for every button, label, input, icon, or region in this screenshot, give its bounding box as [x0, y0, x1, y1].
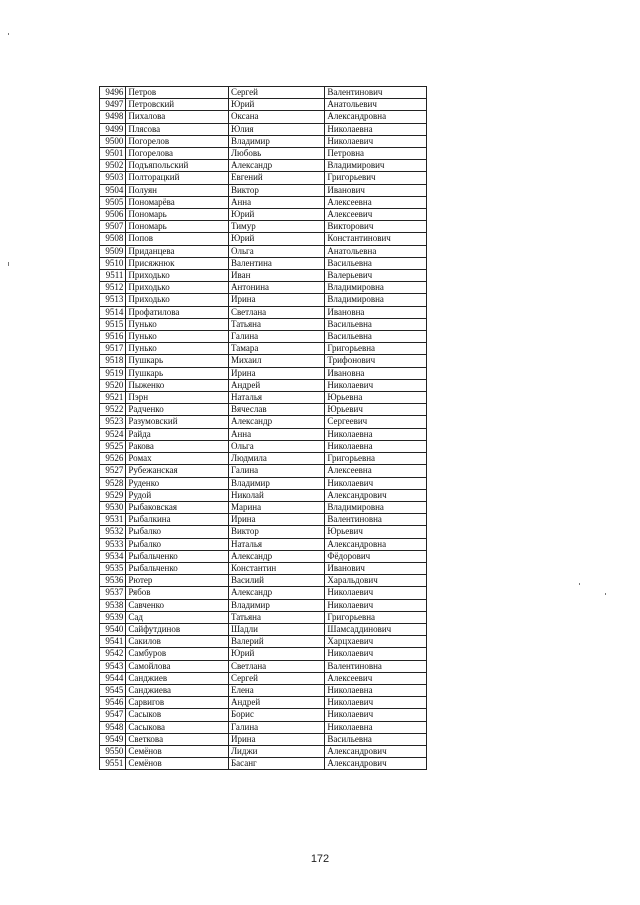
- surname-cell: Пономарь: [126, 209, 229, 221]
- table-row: [100, 184, 427, 196]
- scan-speck: [8, 262, 9, 266]
- surname-cell: Семёнов: [126, 758, 229, 770]
- table-row: [100, 575, 427, 587]
- row-number: 9528: [100, 477, 126, 489]
- first-name-cell: Наталья: [228, 538, 324, 550]
- patronymic-cell: Ивановна: [325, 367, 427, 379]
- surname-cell: Сакилов: [126, 636, 229, 648]
- table-row: [100, 550, 427, 562]
- first-name-cell: Галина: [228, 331, 324, 343]
- surname-cell: Сайфутдинов: [126, 623, 229, 635]
- patronymic-cell: Николаевич: [325, 135, 427, 147]
- first-name-cell: Светлана: [228, 306, 324, 318]
- first-name-cell: Любовь: [228, 148, 324, 160]
- patronymic-cell: Юрьевич: [325, 404, 427, 416]
- first-name-cell: Юрий: [228, 648, 324, 660]
- patronymic-cell: Александрович: [325, 758, 427, 770]
- table-row: [100, 453, 427, 465]
- patronymic-cell: Фёдорович: [325, 550, 427, 562]
- table-row: [100, 477, 427, 489]
- roster-table-body: [100, 87, 427, 770]
- first-name-cell: Андрей: [228, 379, 324, 391]
- scan-speck: [579, 583, 580, 585]
- row-number: 9550: [100, 745, 126, 757]
- surname-cell: Пыженко: [126, 379, 229, 391]
- surname-cell: Руденко: [126, 477, 229, 489]
- first-name-cell: Тамара: [228, 343, 324, 355]
- surname-cell: Рудой: [126, 489, 229, 501]
- patronymic-cell: Трифонович: [325, 355, 427, 367]
- surname-cell: Пихалова: [126, 111, 229, 123]
- surname-cell: Присяжнюк: [126, 257, 229, 269]
- surname-cell: Пономарёва: [126, 196, 229, 208]
- surname-cell: Рыбальченко: [126, 562, 229, 574]
- row-number: 9532: [100, 526, 126, 538]
- patronymic-cell: Александрович: [325, 745, 427, 757]
- first-name-cell: Лиджи: [228, 745, 324, 757]
- first-name-cell: Басанг: [228, 758, 324, 770]
- patronymic-cell: Васильевна: [325, 318, 427, 330]
- row-number: 9548: [100, 721, 126, 733]
- patronymic-cell: Сергеевич: [325, 416, 427, 428]
- surname-cell: Рютер: [126, 575, 229, 587]
- patronymic-cell: Валентиновна: [325, 660, 427, 672]
- surname-cell: Плясова: [126, 123, 229, 135]
- first-name-cell: Анна: [228, 196, 324, 208]
- patronymic-cell: Николаевна: [325, 721, 427, 733]
- table-row: [100, 697, 427, 709]
- patronymic-cell: Анатольевна: [325, 245, 427, 257]
- first-name-cell: Людмила: [228, 453, 324, 465]
- first-name-cell: Ирина: [228, 514, 324, 526]
- first-name-cell: Сергей: [228, 672, 324, 684]
- table-row: [100, 636, 427, 648]
- first-name-cell: Сергей: [228, 87, 324, 99]
- surname-cell: Пунько: [126, 331, 229, 343]
- table-row: [100, 379, 427, 391]
- row-number: 9505: [100, 196, 126, 208]
- row-number: 9526: [100, 453, 126, 465]
- surname-cell: Рыбалко: [126, 526, 229, 538]
- row-number: 9498: [100, 111, 126, 123]
- patronymic-cell: Валентиновна: [325, 514, 427, 526]
- first-name-cell: Ирина: [228, 294, 324, 306]
- first-name-cell: Ирина: [228, 367, 324, 379]
- table-row: [100, 355, 427, 367]
- patronymic-cell: Иванович: [325, 184, 427, 196]
- surname-cell: Петров: [126, 87, 229, 99]
- table-row: [100, 245, 427, 257]
- first-name-cell: Шадли: [228, 623, 324, 635]
- first-name-cell: Александр: [228, 416, 324, 428]
- patronymic-cell: Харальдович: [325, 575, 427, 587]
- patronymic-cell: Николаевич: [325, 697, 427, 709]
- first-name-cell: Галина: [228, 465, 324, 477]
- table-row: [100, 587, 427, 599]
- table-row: [100, 538, 427, 550]
- row-number: 9535: [100, 562, 126, 574]
- patronymic-cell: Николаевич: [325, 599, 427, 611]
- surname-cell: Санджиев: [126, 672, 229, 684]
- patronymic-cell: Юрьевич: [325, 526, 427, 538]
- patronymic-cell: Алексеевич: [325, 209, 427, 221]
- first-name-cell: Марина: [228, 501, 324, 513]
- patronymic-cell: Харцхаевич: [325, 636, 427, 648]
- table-row: [100, 709, 427, 721]
- row-number: 9517: [100, 343, 126, 355]
- first-name-cell: Анна: [228, 428, 324, 440]
- surname-cell: Погорелов: [126, 135, 229, 147]
- patronymic-cell: Владимировна: [325, 501, 427, 513]
- row-number: 9509: [100, 245, 126, 257]
- surname-cell: Сарвигов: [126, 697, 229, 709]
- row-number: 9519: [100, 367, 126, 379]
- first-name-cell: Евгений: [228, 172, 324, 184]
- table-row: [100, 526, 427, 538]
- first-name-cell: Александр: [228, 587, 324, 599]
- patronymic-cell: Николаевна: [325, 428, 427, 440]
- first-name-cell: Наталья: [228, 392, 324, 404]
- surname-cell: Семёнов: [126, 745, 229, 757]
- first-name-cell: Вячеслав: [228, 404, 324, 416]
- table-row: [100, 111, 427, 123]
- row-number: 9523: [100, 416, 126, 428]
- table-row: [100, 392, 427, 404]
- table-row: [100, 343, 427, 355]
- patronymic-cell: Юрьевна: [325, 392, 427, 404]
- table-row: [100, 367, 427, 379]
- patronymic-cell: Григорьевна: [325, 343, 427, 355]
- row-number: 9520: [100, 379, 126, 391]
- patronymic-cell: Николаевна: [325, 123, 427, 135]
- row-number: 9530: [100, 501, 126, 513]
- table-row: [100, 721, 427, 733]
- table-row: [100, 428, 427, 440]
- table-row: [100, 672, 427, 684]
- first-name-cell: Елена: [228, 684, 324, 696]
- patronymic-cell: Владимировна: [325, 294, 427, 306]
- row-number: 9511: [100, 270, 126, 282]
- first-name-cell: Татьяна: [228, 611, 324, 623]
- surname-cell: Пономарь: [126, 221, 229, 233]
- first-name-cell: Ольга: [228, 440, 324, 452]
- row-number: 9507: [100, 221, 126, 233]
- row-number: 9533: [100, 538, 126, 550]
- first-name-cell: Галина: [228, 721, 324, 733]
- surname-cell: Петровский: [126, 99, 229, 111]
- patronymic-cell: Алексеевна: [325, 465, 427, 477]
- surname-cell: Самбуров: [126, 648, 229, 660]
- table-row: [100, 648, 427, 660]
- surname-cell: Сад: [126, 611, 229, 623]
- first-name-cell: Юлия: [228, 123, 324, 135]
- patronymic-cell: Григорьевна: [325, 611, 427, 623]
- surname-cell: Попов: [126, 233, 229, 245]
- first-name-cell: Константин: [228, 562, 324, 574]
- patronymic-cell: Владимировна: [325, 282, 427, 294]
- row-number: 9529: [100, 489, 126, 501]
- row-number: 9534: [100, 550, 126, 562]
- table-row: [100, 404, 427, 416]
- surname-cell: Ракова: [126, 440, 229, 452]
- surname-cell: Рыбалко: [126, 538, 229, 550]
- row-number: 9504: [100, 184, 126, 196]
- table-row: [100, 233, 427, 245]
- row-number: 9531: [100, 514, 126, 526]
- first-name-cell: Михаил: [228, 355, 324, 367]
- row-number: 9503: [100, 172, 126, 184]
- row-number: 9543: [100, 660, 126, 672]
- table-row: [100, 733, 427, 745]
- patronymic-cell: Владимирович: [325, 160, 427, 172]
- table-row: [100, 318, 427, 330]
- patronymic-cell: Васильевна: [325, 733, 427, 745]
- table-row: [100, 196, 427, 208]
- surname-cell: Пушкарь: [126, 355, 229, 367]
- row-number: 9539: [100, 611, 126, 623]
- row-number: 9502: [100, 160, 126, 172]
- table-row: [100, 684, 427, 696]
- table-row: [100, 306, 427, 318]
- table-row: [100, 611, 427, 623]
- patronymic-cell: Анатольевич: [325, 99, 427, 111]
- row-number: 9522: [100, 404, 126, 416]
- table-row: [100, 501, 427, 513]
- patronymic-cell: Николаевич: [325, 587, 427, 599]
- patronymic-cell: Николаевич: [325, 648, 427, 660]
- patronymic-cell: Григорьевич: [325, 172, 427, 184]
- table-row: [100, 282, 427, 294]
- first-name-cell: Владимир: [228, 135, 324, 147]
- surname-cell: Профатилова: [126, 306, 229, 318]
- patronymic-cell: Николаевна: [325, 684, 427, 696]
- first-name-cell: Татьяна: [228, 318, 324, 330]
- surname-cell: Приданцева: [126, 245, 229, 257]
- row-number: 9527: [100, 465, 126, 477]
- roster-table: [99, 86, 427, 770]
- patronymic-cell: Валентинович: [325, 87, 427, 99]
- first-name-cell: Тимур: [228, 221, 324, 233]
- row-number: 9506: [100, 209, 126, 221]
- patronymic-cell: Николаевич: [325, 379, 427, 391]
- patronymic-cell: Иванович: [325, 562, 427, 574]
- first-name-cell: Андрей: [228, 697, 324, 709]
- first-name-cell: Борис: [228, 709, 324, 721]
- row-number: 9547: [100, 709, 126, 721]
- surname-cell: Савченко: [126, 599, 229, 611]
- surname-cell: Приходько: [126, 282, 229, 294]
- table-row: [100, 87, 427, 99]
- page-number: 172: [310, 853, 330, 865]
- surname-cell: Светкова: [126, 733, 229, 745]
- table-row: [100, 221, 427, 233]
- surname-cell: Пунько: [126, 318, 229, 330]
- row-number: 9551: [100, 758, 126, 770]
- row-number: 9538: [100, 599, 126, 611]
- patronymic-cell: Алексеевна: [325, 196, 427, 208]
- surname-cell: Радченко: [126, 404, 229, 416]
- row-number: 9549: [100, 733, 126, 745]
- row-number: 9525: [100, 440, 126, 452]
- table-row: [100, 440, 427, 452]
- row-number: 9510: [100, 257, 126, 269]
- surname-cell: Райда: [126, 428, 229, 440]
- patronymic-cell: Валерьевич: [325, 270, 427, 282]
- patronymic-cell: Николаевич: [325, 477, 427, 489]
- first-name-cell: Ирина: [228, 733, 324, 745]
- table-row: [100, 465, 427, 477]
- surname-cell: Разумовский: [126, 416, 229, 428]
- first-name-cell: Антонина: [228, 282, 324, 294]
- row-number: 9521: [100, 392, 126, 404]
- first-name-cell: Иван: [228, 270, 324, 282]
- surname-cell: Приходько: [126, 270, 229, 282]
- first-name-cell: Виктор: [228, 184, 324, 196]
- first-name-cell: Юрий: [228, 209, 324, 221]
- table-row: [100, 160, 427, 172]
- surname-cell: Ромах: [126, 453, 229, 465]
- table-row: [100, 257, 427, 269]
- row-number: 9537: [100, 587, 126, 599]
- surname-cell: Рубежанская: [126, 465, 229, 477]
- surname-cell: Полторацкий: [126, 172, 229, 184]
- table-row: [100, 270, 427, 282]
- table-row: [100, 294, 427, 306]
- row-number: 9542: [100, 648, 126, 660]
- surname-cell: Пушкарь: [126, 367, 229, 379]
- table-row: [100, 623, 427, 635]
- row-number: 9512: [100, 282, 126, 294]
- first-name-cell: Юрий: [228, 233, 324, 245]
- table-row: [100, 99, 427, 111]
- table-row: [100, 599, 427, 611]
- row-number: 9508: [100, 233, 126, 245]
- table-row: [100, 209, 427, 221]
- first-name-cell: Валерий: [228, 636, 324, 648]
- table-row: [100, 745, 427, 757]
- patronymic-cell: Ивановна: [325, 306, 427, 318]
- row-number: 9499: [100, 123, 126, 135]
- surname-cell: Рыбалкина: [126, 514, 229, 526]
- surname-cell: Пунько: [126, 343, 229, 355]
- patronymic-cell: Николаевич: [325, 709, 427, 721]
- surname-cell: Самойлова: [126, 660, 229, 672]
- first-name-cell: Александр: [228, 160, 324, 172]
- first-name-cell: Валентина: [228, 257, 324, 269]
- table-row: [100, 489, 427, 501]
- surname-cell: Рябов: [126, 587, 229, 599]
- first-name-cell: Оксана: [228, 111, 324, 123]
- first-name-cell: Василий: [228, 575, 324, 587]
- table-row: [100, 660, 427, 672]
- surname-cell: Погорелова: [126, 148, 229, 160]
- row-number: 9497: [100, 99, 126, 111]
- table-row: [100, 416, 427, 428]
- row-number: 9536: [100, 575, 126, 587]
- patronymic-cell: Васильевна: [325, 257, 427, 269]
- first-name-cell: Александр: [228, 550, 324, 562]
- row-number: 9496: [100, 87, 126, 99]
- table-row: [100, 562, 427, 574]
- row-number: 9501: [100, 148, 126, 160]
- patronymic-cell: Константинович: [325, 233, 427, 245]
- first-name-cell: Виктор: [228, 526, 324, 538]
- first-name-cell: Николай: [228, 489, 324, 501]
- table-row: [100, 331, 427, 343]
- row-number: 9514: [100, 306, 126, 318]
- row-number: 9515: [100, 318, 126, 330]
- patronymic-cell: Васильевна: [325, 331, 427, 343]
- first-name-cell: Ольга: [228, 245, 324, 257]
- surname-cell: Сасыкова: [126, 721, 229, 733]
- patronymic-cell: Александровна: [325, 111, 427, 123]
- patronymic-cell: Григорьевна: [325, 453, 427, 465]
- surname-cell: Подъяпольский: [126, 160, 229, 172]
- first-name-cell: Владимир: [228, 477, 324, 489]
- surname-cell: Сасыков: [126, 709, 229, 721]
- table-row: [100, 172, 427, 184]
- row-number: 9546: [100, 697, 126, 709]
- row-number: 9540: [100, 623, 126, 635]
- patronymic-cell: Алексеевич: [325, 672, 427, 684]
- row-number: 9516: [100, 331, 126, 343]
- surname-cell: Санджиева: [126, 684, 229, 696]
- patronymic-cell: Викторович: [325, 221, 427, 233]
- patronymic-cell: Петровна: [325, 148, 427, 160]
- patronymic-cell: Александровна: [325, 538, 427, 550]
- patronymic-cell: Николаевна: [325, 440, 427, 452]
- row-number: 9545: [100, 684, 126, 696]
- table-row: [100, 758, 427, 770]
- surname-cell: Пэрн: [126, 392, 229, 404]
- patronymic-cell: Александрович: [325, 489, 427, 501]
- first-name-cell: Юрий: [228, 99, 324, 111]
- surname-cell: Рыбальченко: [126, 550, 229, 562]
- table-row: [100, 123, 427, 135]
- row-number: 9518: [100, 355, 126, 367]
- surname-cell: Полуян: [126, 184, 229, 196]
- row-number: 9500: [100, 135, 126, 147]
- table-row: [100, 148, 427, 160]
- table-row: [100, 514, 427, 526]
- row-number: 9513: [100, 294, 126, 306]
- row-number: 9544: [100, 672, 126, 684]
- scan-speck: [605, 593, 606, 595]
- first-name-cell: Светлана: [228, 660, 324, 672]
- surname-cell: Приходько: [126, 294, 229, 306]
- table-row: [100, 135, 427, 147]
- row-number: 9524: [100, 428, 126, 440]
- row-number: 9541: [100, 636, 126, 648]
- patronymic-cell: Шамсаддинович: [325, 623, 427, 635]
- surname-cell: Рыбаковская: [126, 501, 229, 513]
- first-name-cell: Владимир: [228, 599, 324, 611]
- scan-speck: [8, 33, 9, 35]
